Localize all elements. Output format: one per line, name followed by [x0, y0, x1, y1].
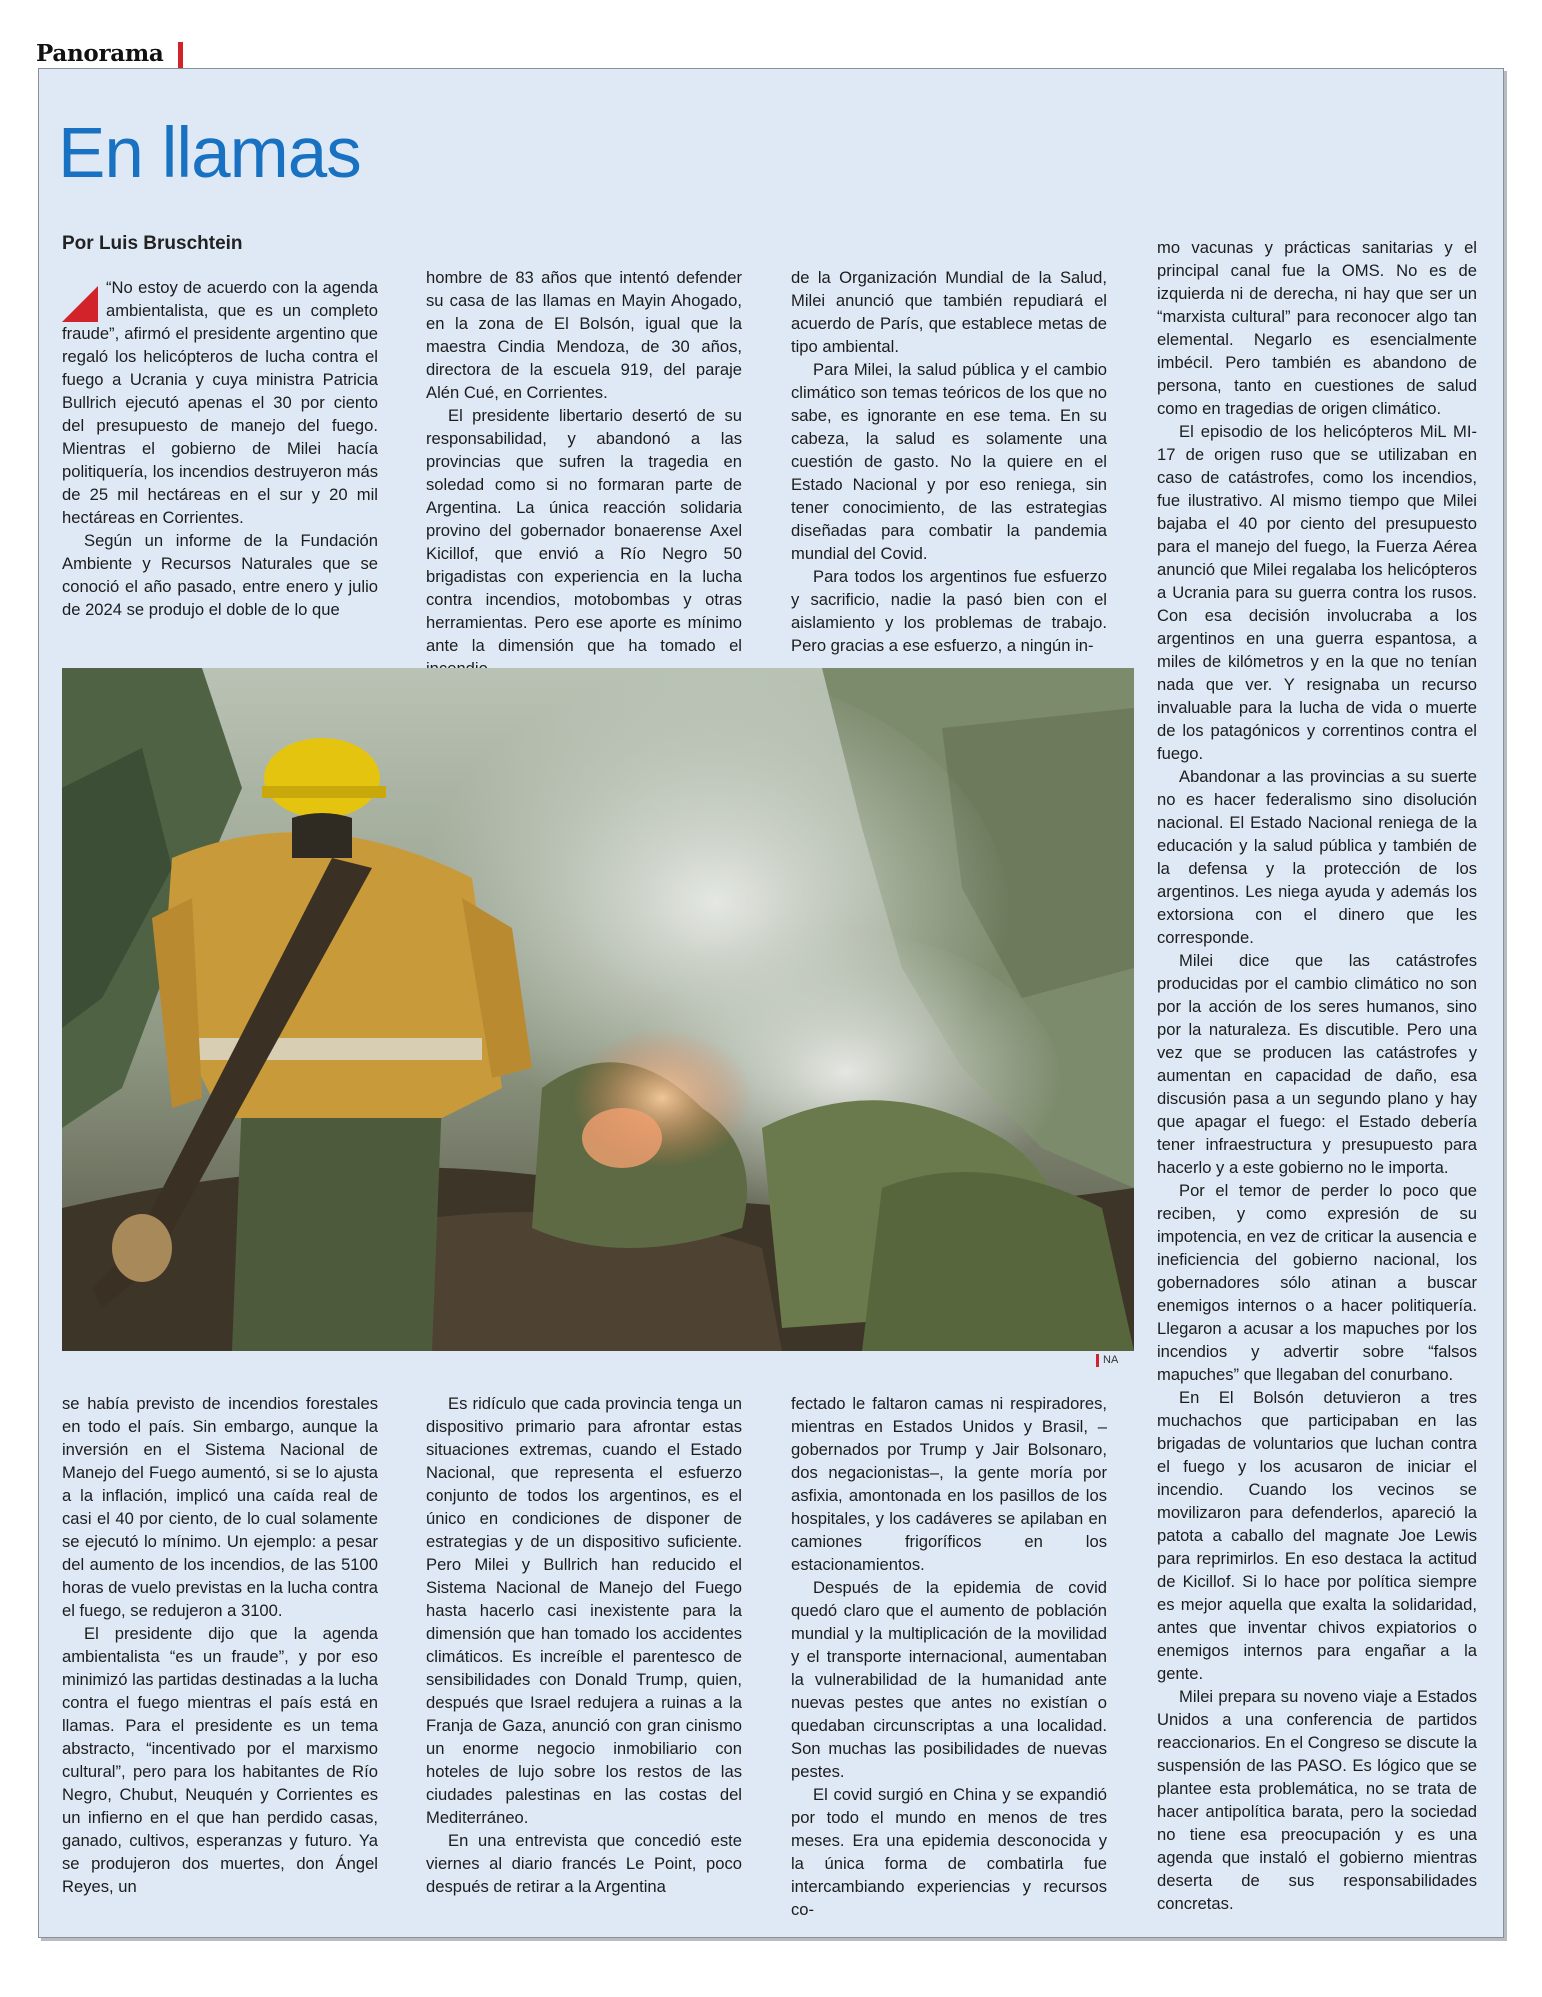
- paragraph: El covid surgió en China y se expandió por todo el mundo en menos de tres meses. Era una epidemia desconocida y la única forma de combatirla fue intercambiando experiencias y recursos co-: [791, 1785, 1107, 1919]
- photo-credit: NA: [1096, 1354, 1118, 1367]
- red-triangle-icon: [62, 286, 98, 322]
- paragraph: hombre de 83 años que intentó defender su casa de las llamas en Mayin Ahogado, en la zona de El Bolsón, igual que la maestra Cindia Mendoza, de 30 años, directora de la escuela 919, del paraje Alén Cué, en Corrientes.: [426, 268, 742, 402]
- paragraph: Después de la epidemia de covid quedó claro que el aumento de población mundial y la multiplicación de la movilidad y el transporte internacional, aumentaban la vulnerabilidad de la humanidad ante nuevas pestes que antes no existían o quedaban circunscriptas a una localidad. Son muchas las posibilidades de nuevas pestes.: [791, 1578, 1107, 1781]
- masthead-brand: Panorama: [36, 40, 164, 67]
- firefighter-photo-illustration: [62, 668, 1134, 1351]
- headline: En llamas: [58, 114, 361, 193]
- article-photo: [62, 668, 1134, 1351]
- paragraph: Milei prepara su noveno viaje a Estados Unidos a una conferencia de partidos reaccionarios. En el Congreso se discute la suspensión de las PASO. Es lógico que se plantee esta problemática, no se trata de hacer antipolítica barata, pero la sociedad no tiene esa preocupación y es una agenda que instaló el gobierno mientras deserta de sus responsabilidades concretas.: [1157, 1687, 1477, 1913]
- paragraph: Por el temor de perder lo poco que reciben, y como expresión de su impotencia, en vez de criticar la ausencia e ineficiencia del gobierno nacional, los gobernadores sólo atinan a buscar enemigos internos o a hacer politiquería. Llegaron a acusar a los mapuches por los incendios y advertir sobre “falsos mapuches” que llegaban del conurbano.: [1157, 1181, 1477, 1384]
- paragraph: El episodio de los helicópteros MiL MI-17 de origen ruso que se utilizaban en caso de catástrofes, como los incendios, fue ilustrativo. Al mismo tiempo que Milei bajaba el 40 por ciento del presupuesto para el manejo del fuego, la Fuerza Aérea anunció que Milei regalaba los helicópteros a Ucrania para su guerra contra los rusos. Con esa decisión involucraba a los argentinos en una guerra espantosa, a miles de kilómetros y en la que no tenían nada que ver. Y resignaba un recurso invaluable para la lucha de vida o muerte de los patagónicos y correntinos contra el fuego.: [1157, 422, 1477, 763]
- column-2-top: [426, 266, 742, 655]
- column-4: [1157, 236, 1477, 1913]
- paragraph: mo vacunas y prácticas sanitarias y el principal canal fue la OMS. No es de izquierda ni de derecha, ni hay que ser un “marxista cultural” para reconocer algo tan elemental. Negarlo es esencialmente imbécil. Pero también es abandono de persona, tanto en cuestiones de salud como en tragedias de origen climático.: [1157, 238, 1477, 418]
- paragraph: En El Bolsón detuvieron a tres muchachos que participaban en las brigadas de voluntarios que luchan contra el fuego y los acusaron de iniciar el incendio. Cuando los vecinos se movilizaron para defenderlos, apareció la patota a caballo del magnate Joe Lewis para reprimirlos. En eso destaca la actitud de Kicillof. Si lo hace por política siempre es mejor aquella que exalta la solidaridad, antes que inventar chivos expiatorios o enemigos internos para engañar a la gente.: [1157, 1388, 1477, 1683]
- paragraph: Para Milei, la salud pública y el cambio climático son temas teóricos de los que no sabe, es ignorante en ese tema. En su cabeza, la salud es solamente una cuestión de gasto. No la quiere en el Estado Nacional y por eso reniega, sin tener conocimiento, de las estrategias diseñadas para combatir la pandemia mundial del Covid.: [791, 360, 1107, 563]
- paragraph: Para todos los argentinos fue esfuerzo y sacrificio, nadie la pasó bien con el aislamiento y los problemas de trabajo. Pero gracias a ese esfuerzo, a ningún in-: [791, 567, 1107, 655]
- column-1-bottom: [62, 1392, 378, 1910]
- column-1-top: [62, 276, 378, 634]
- paragraph: Según un informe de la Fundación Ambiente y Recursos Naturales que se conoció el año pasado, entre enero y julio de 2024 se produjo el doble de lo que: [62, 531, 378, 619]
- paragraph: Es ridículo que cada provincia tenga un dispositivo primario para afrontar estas situaciones extremas, cuando el Estado Nacional, que representa el esfuerzo conjunto de todos los argentinos, es el único en condiciones de disponer de estrategias y de un dispositivo suficiente. Pero Milei y Bullrich han reducido el Sistema Nacional de Manejo del Fuego hasta hacerlo casi inexistente para la dimensión que han tomado los accidentes climáticos. Es increíble el parentesco de sensibilidades con Donald Trump, quien, después que Israel redujera a ruinas a la Franja de Gaza, anunció con gran cinismo un enorme negocio inmobiliario con hoteles de lujo sobre los restos de las ciudades palestinas en las costas del Mediterráneo.: [426, 1394, 742, 1827]
- paragraph: El presidente dijo que la agenda ambientalista “es un fraude”, y por eso minimizó las partidas destinadas a la lucha contra el fuego mientras el país está en llamas. Para el presidente es un tema abstracto, “incentivado por el marxismo cultural”, pero para los habitantes de Río Negro, Chubut, Neuquén y Corrientes es un infierno en el que han perdido casas, ganado, cultivos, esperanzas y futuro. Ya se produjeron dos muertes, don Ángel Reyes, un: [62, 1624, 378, 1896]
- column-2-bottom: [426, 1392, 742, 1910]
- byline: Por Luis Bruschtein: [62, 233, 243, 254]
- paragraph: En una entrevista que concedió este viernes al diario francés Le Point, poco después de retirar a la Argentina: [426, 1831, 742, 1896]
- paragraph: El presidente libertario desertó de su responsabilidad, y abandonó a las provincias que sufren la tragedia en soledad como si no formaran parte de Argentina. La única reacción solidaria provino del gobernador bonaerense Axel Kicillof, que envió a Río Negro 50 brigadistas con experiencia en la lucha contra incendios, motobombas y otras herramientas. Pero ese aporte es mínimo ante la dimensión que ha tomado el: [426, 406, 742, 655]
- paragraph: fectado le faltaron camas ni respiradores, mientras en Estados Unidos y Brasil, –gobernados por Trump y Jair Bolsonaro, dos negacionistas–, la gente moría por asfixia, amontonada en los pasillos de los hospitales, y los cadáveres se apilaban en camiones frigoríficos en los estacionamientos.: [791, 1394, 1107, 1574]
- paragraph: se había previsto de incendios forestales en todo el país. Sin embargo, aunque la inversión en el Sistema Nacional de Manejo del Fuego aumentó, si se lo ajusta a la inflación, implicó una caída real de casi el 40 por ciento, de lo cual solamente se ejecutó lo mínimo. Un ejemplo: a pesar del aumento de los incendios, de las 5100 horas de vuelo previstas en la lucha contra el fuego, se redujeron a 3100.: [62, 1394, 378, 1620]
- paragraph: Abandonar a las provincias a su suerte no es hacer federalismo sino disolución nacional. El Estado Nacional reniega de la educación y la salud pública y también de la defensa y la protección de los argentinos. Les niega ayuda y además los extorsiona con el dinero que les corresponde.: [1157, 767, 1477, 947]
- column-3-bottom: [791, 1392, 1107, 1919]
- paragraph: de la Organización Mundial de la Salud, Milei anunció que también repudiará el acuerdo de París, que establece metas de tipo ambiental.: [791, 268, 1107, 356]
- column-3-top: [791, 266, 1107, 655]
- paragraph: “No estoy de acuerdo con la agenda ambientalista, que es un completo fraude”, afirmó el presidente argentino que regaló los helicópteros de lucha contra el fuego a Ucrania y cuya ministra Patricia Bullrich ejecutó apenas el 30 por ciento del presupuesto de manejo del fuego. Mientras el gobierno de Milei hacía politiquería, los incendios destruyeron más de 25 mil hectáreas en el sur y 20 mil hectáreas en Corrientes.: [62, 278, 378, 527]
- paragraph: Milei dice que las catástrofes producidas por el cambio climático no son por la acción de los seres humanos, sino por la naturaleza. Es discutible. Pero una vez que se producen las catástrofes y aumentan en capacidad de daño, esa discusión pasa a un segundo plano y hay que apagar el fuego: el Estado debería tener infraestructura y presupuesto para hacerlo y a este gobierno no le importa.: [1157, 951, 1477, 1177]
